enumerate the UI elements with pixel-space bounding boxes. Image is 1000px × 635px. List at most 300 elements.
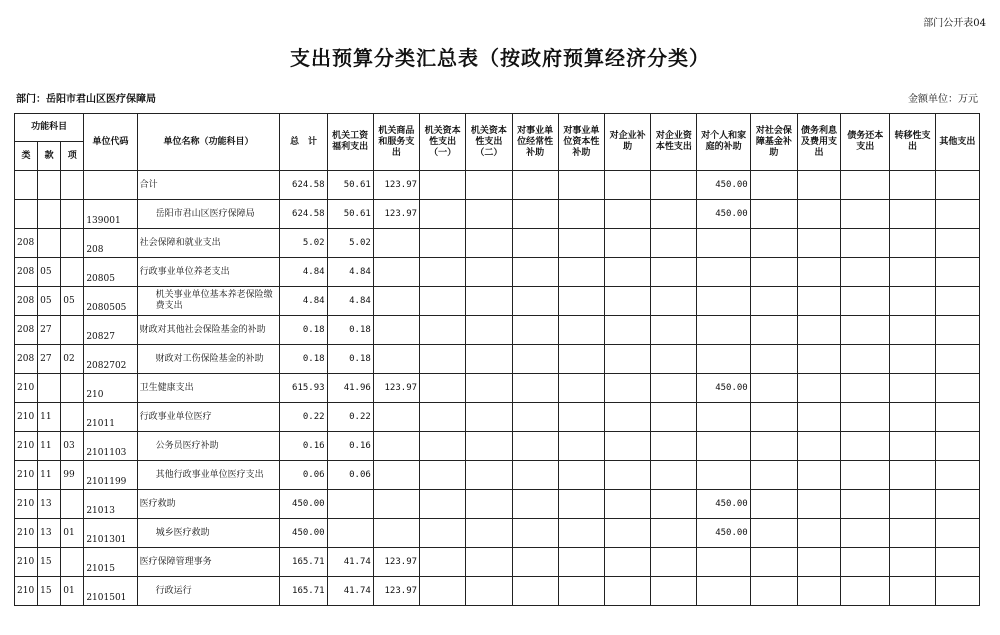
cell-c3 xyxy=(420,403,466,432)
header-c9: 对个人和家庭的补助 xyxy=(697,114,750,171)
cell-lei: 208 xyxy=(15,316,38,345)
cell-c12 xyxy=(841,345,890,374)
cell-c5 xyxy=(512,229,558,258)
cell-total: 0.18 xyxy=(280,345,327,374)
table-body xyxy=(15,171,980,606)
cell-c11 xyxy=(797,519,840,548)
cell-c13 xyxy=(890,461,935,490)
cell-xiang: 03 xyxy=(61,432,84,461)
cell-c7 xyxy=(604,258,650,287)
cell-c7 xyxy=(604,403,650,432)
cell-c1: 41.96 xyxy=(327,374,373,403)
cell-c1: 0.06 xyxy=(327,461,373,490)
cell-c1: 41.74 xyxy=(327,548,373,577)
cell-c5 xyxy=(512,258,558,287)
cell-c6 xyxy=(558,200,604,229)
cell-c9 xyxy=(697,548,750,577)
cell-c9 xyxy=(697,287,750,316)
cell-c5 xyxy=(512,374,558,403)
cell-code: 2082702 xyxy=(84,345,137,374)
cell-c7 xyxy=(604,171,650,200)
cell-xiang: 01 xyxy=(61,519,84,548)
cell-name: 合计 xyxy=(137,171,280,200)
cell-c4 xyxy=(466,229,512,258)
cell-c6 xyxy=(558,432,604,461)
cell-c2 xyxy=(373,316,419,345)
cell-lei: 210 xyxy=(15,374,38,403)
cell-c8 xyxy=(651,432,697,461)
header-c11: 债务利息及费用支出 xyxy=(797,114,840,171)
cell-c9: 450.00 xyxy=(697,200,750,229)
cell-xiang: 01 xyxy=(61,577,84,606)
cell-c1: 50.61 xyxy=(327,171,373,200)
cell-c9 xyxy=(697,577,750,606)
cell-c13 xyxy=(890,374,935,403)
cell-lei: 210 xyxy=(15,432,38,461)
cell-c8 xyxy=(651,461,697,490)
cell-c10 xyxy=(750,316,797,345)
cell-c8 xyxy=(651,403,697,432)
cell-xiang xyxy=(61,229,84,258)
cell-c8 xyxy=(651,316,697,345)
cell-total: 0.22 xyxy=(280,403,327,432)
cell-xiang: 02 xyxy=(61,345,84,374)
cell-c1: 0.18 xyxy=(327,345,373,374)
cell-c4 xyxy=(466,287,512,316)
cell-lei: 210 xyxy=(15,548,38,577)
cell-c6 xyxy=(558,287,604,316)
cell-c2: 123.97 xyxy=(373,374,419,403)
cell-c3 xyxy=(420,432,466,461)
cell-c12 xyxy=(841,287,890,316)
budget-table xyxy=(14,113,980,606)
cell-name: 财政对其他社会保险基金的补助 xyxy=(137,316,280,345)
cell-c13 xyxy=(890,287,935,316)
cell-c14 xyxy=(935,171,979,200)
cell-c6 xyxy=(558,345,604,374)
cell-c5 xyxy=(512,461,558,490)
cell-name: 行政运行 xyxy=(137,577,280,606)
cell-c11 xyxy=(797,577,840,606)
cell-c12 xyxy=(841,258,890,287)
cell-c13 xyxy=(890,171,935,200)
cell-c14 xyxy=(935,490,979,519)
cell-total: 450.00 xyxy=(280,519,327,548)
cell-c2: 123.97 xyxy=(373,548,419,577)
cell-c13 xyxy=(890,258,935,287)
header-c3: 机关资本性支出（一） xyxy=(420,114,466,171)
cell-xiang xyxy=(61,258,84,287)
cell-c4 xyxy=(466,490,512,519)
header-c4: 机关资本性支出（二） xyxy=(466,114,512,171)
cell-xiang xyxy=(61,548,84,577)
cell-c14 xyxy=(935,432,979,461)
cell-kuan: 15 xyxy=(38,577,61,606)
cell-c9: 450.00 xyxy=(697,374,750,403)
table-row xyxy=(15,374,980,403)
cell-c14 xyxy=(935,200,979,229)
cell-c4 xyxy=(466,345,512,374)
cell-c1: 4.84 xyxy=(327,287,373,316)
cell-c3 xyxy=(420,200,466,229)
cell-c7 xyxy=(604,200,650,229)
cell-code: 2080505 xyxy=(84,287,137,316)
cell-c13 xyxy=(890,432,935,461)
cell-c5 xyxy=(512,490,558,519)
cell-c7 xyxy=(604,432,650,461)
cell-c4 xyxy=(466,200,512,229)
cell-code: 21015 xyxy=(84,548,137,577)
cell-c1: 4.84 xyxy=(327,258,373,287)
cell-lei: 210 xyxy=(15,577,38,606)
cell-c1: 0.18 xyxy=(327,316,373,345)
cell-c2 xyxy=(373,229,419,258)
cell-c1: 0.22 xyxy=(327,403,373,432)
cell-c4 xyxy=(466,171,512,200)
cell-c3 xyxy=(420,374,466,403)
cell-name: 岳阳市君山区医疗保障局 xyxy=(137,200,280,229)
cell-code: 210 xyxy=(84,374,137,403)
cell-c14 xyxy=(935,287,979,316)
cell-c8 xyxy=(651,200,697,229)
cell-total: 5.02 xyxy=(280,229,327,258)
cell-kuan: 15 xyxy=(38,548,61,577)
cell-kuan xyxy=(38,374,61,403)
cell-c13 xyxy=(890,345,935,374)
cell-c2: 123.97 xyxy=(373,200,419,229)
cell-c13 xyxy=(890,229,935,258)
table-row xyxy=(15,287,980,316)
cell-c13 xyxy=(890,548,935,577)
table-row xyxy=(15,577,980,606)
cell-lei xyxy=(15,200,38,229)
cell-c9 xyxy=(697,403,750,432)
cell-name: 其他行政事业单位医疗支出 xyxy=(137,461,280,490)
cell-name: 医疗救助 xyxy=(137,490,280,519)
cell-c10 xyxy=(750,461,797,490)
cell-c3 xyxy=(420,548,466,577)
table-row xyxy=(15,200,980,229)
header-c14: 其他支出 xyxy=(935,114,979,171)
cell-c5 xyxy=(512,548,558,577)
cell-c5 xyxy=(512,403,558,432)
cell-c10 xyxy=(750,403,797,432)
cell-c7 xyxy=(604,287,650,316)
cell-c5 xyxy=(512,519,558,548)
cell-lei: 210 xyxy=(15,461,38,490)
cell-c8 xyxy=(651,374,697,403)
cell-c3 xyxy=(420,519,466,548)
cell-c10 xyxy=(750,577,797,606)
cell-code xyxy=(84,171,137,200)
cell-c14 xyxy=(935,374,979,403)
cell-c11 xyxy=(797,548,840,577)
cell-c9 xyxy=(697,258,750,287)
cell-c8 xyxy=(651,490,697,519)
cell-c12 xyxy=(841,490,890,519)
cell-c8 xyxy=(651,345,697,374)
cell-c6 xyxy=(558,519,604,548)
cell-c14 xyxy=(935,548,979,577)
cell-c3 xyxy=(420,490,466,519)
cell-c1 xyxy=(327,490,373,519)
cell-c4 xyxy=(466,258,512,287)
cell-c12 xyxy=(841,548,890,577)
cell-kuan: 13 xyxy=(38,490,61,519)
header-code: 单位代码 xyxy=(84,114,137,171)
cell-total: 0.16 xyxy=(280,432,327,461)
cell-kuan: 05 xyxy=(38,258,61,287)
cell-xiang xyxy=(61,374,84,403)
header-total: 总 计 xyxy=(280,114,327,171)
header-c2: 机关商品和服务支出 xyxy=(373,114,419,171)
cell-c12 xyxy=(841,577,890,606)
cell-xiang: 99 xyxy=(61,461,84,490)
cell-c14 xyxy=(935,316,979,345)
cell-total: 615.93 xyxy=(280,374,327,403)
cell-c8 xyxy=(651,229,697,258)
cell-kuan xyxy=(38,171,61,200)
cell-c1: 50.61 xyxy=(327,200,373,229)
cell-c9: 450.00 xyxy=(697,490,750,519)
cell-c1: 0.16 xyxy=(327,432,373,461)
cell-c10 xyxy=(750,432,797,461)
table-row xyxy=(15,345,980,374)
cell-c9: 450.00 xyxy=(697,171,750,200)
cell-c12 xyxy=(841,374,890,403)
cell-c7 xyxy=(604,519,650,548)
cell-code: 139001 xyxy=(84,200,137,229)
cell-total: 624.58 xyxy=(280,200,327,229)
cell-c13 xyxy=(890,490,935,519)
cell-c7 xyxy=(604,490,650,519)
cell-c11 xyxy=(797,258,840,287)
cell-code: 21011 xyxy=(84,403,137,432)
cell-c2 xyxy=(373,345,419,374)
cell-kuan: 13 xyxy=(38,519,61,548)
cell-c6 xyxy=(558,490,604,519)
header-name: 单位名称（功能科目） xyxy=(137,114,280,171)
cell-c14 xyxy=(935,229,979,258)
cell-c6 xyxy=(558,258,604,287)
cell-c14 xyxy=(935,519,979,548)
cell-code: 208 xyxy=(84,229,137,258)
cell-c6 xyxy=(558,171,604,200)
cell-c11 xyxy=(797,345,840,374)
header-c1: 机关工资福利支出 xyxy=(327,114,373,171)
header-kuan: 款 xyxy=(38,142,61,171)
cell-name: 公务员医疗补助 xyxy=(137,432,280,461)
cell-total: 165.71 xyxy=(280,577,327,606)
cell-c2 xyxy=(373,461,419,490)
cell-code: 2101301 xyxy=(84,519,137,548)
cell-lei: 210 xyxy=(15,490,38,519)
cell-lei: 210 xyxy=(15,403,38,432)
cell-c12 xyxy=(841,171,890,200)
cell-lei: 208 xyxy=(15,287,38,316)
cell-c3 xyxy=(420,316,466,345)
cell-c11 xyxy=(797,490,840,519)
cell-c5 xyxy=(512,577,558,606)
cell-c12 xyxy=(841,432,890,461)
header-func-group: 功能科目 xyxy=(15,114,84,142)
cell-xiang xyxy=(61,403,84,432)
cell-c8 xyxy=(651,577,697,606)
cell-c12 xyxy=(841,316,890,345)
cell-c2 xyxy=(373,519,419,548)
cell-c2: 123.97 xyxy=(373,171,419,200)
cell-c8 xyxy=(651,287,697,316)
table-row xyxy=(15,171,980,200)
cell-c3 xyxy=(420,345,466,374)
cell-c9 xyxy=(697,432,750,461)
cell-name: 行政事业单位养老支出 xyxy=(137,258,280,287)
cell-c5 xyxy=(512,432,558,461)
cell-c8 xyxy=(651,171,697,200)
cell-kuan: 27 xyxy=(38,316,61,345)
cell-xiang xyxy=(61,490,84,519)
cell-name: 行政事业单位医疗 xyxy=(137,403,280,432)
cell-c11 xyxy=(797,287,840,316)
cell-c7 xyxy=(604,577,650,606)
cell-c4 xyxy=(466,432,512,461)
header-lei: 类 xyxy=(15,142,38,171)
amount-unit-label: 金额单位：万元 xyxy=(908,94,978,105)
table-row xyxy=(15,229,980,258)
cell-xiang: 05 xyxy=(61,287,84,316)
cell-total: 0.06 xyxy=(280,461,327,490)
cell-c14 xyxy=(935,258,979,287)
cell-c12 xyxy=(841,461,890,490)
cell-kuan: 27 xyxy=(38,345,61,374)
cell-c3 xyxy=(420,577,466,606)
cell-c13 xyxy=(890,577,935,606)
cell-name: 医疗保障管理事务 xyxy=(137,548,280,577)
cell-c4 xyxy=(466,519,512,548)
header-c8: 对企业资本性支出 xyxy=(651,114,697,171)
cell-c11 xyxy=(797,374,840,403)
cell-c7 xyxy=(604,461,650,490)
cell-lei: 208 xyxy=(15,258,38,287)
cell-total: 4.84 xyxy=(280,287,327,316)
cell-c6 xyxy=(558,577,604,606)
cell-c4 xyxy=(466,374,512,403)
cell-code: 2101199 xyxy=(84,461,137,490)
header-xiang: 项 xyxy=(61,142,84,171)
cell-name: 财政对工伤保险基金的补助 xyxy=(137,345,280,374)
cell-code: 20827 xyxy=(84,316,137,345)
cell-c11 xyxy=(797,200,840,229)
form-number: 部门公开表04 xyxy=(923,18,986,29)
cell-c2 xyxy=(373,258,419,287)
cell-c10 xyxy=(750,171,797,200)
cell-c14 xyxy=(935,345,979,374)
cell-code: 2101103 xyxy=(84,432,137,461)
cell-c6 xyxy=(558,316,604,345)
cell-c12 xyxy=(841,229,890,258)
table-row xyxy=(15,432,980,461)
cell-name: 城乡医疗救助 xyxy=(137,519,280,548)
cell-c9 xyxy=(697,345,750,374)
header-c6: 对事业单位资本性补助 xyxy=(558,114,604,171)
cell-c13 xyxy=(890,316,935,345)
cell-c6 xyxy=(558,374,604,403)
cell-c10 xyxy=(750,229,797,258)
cell-total: 450.00 xyxy=(280,490,327,519)
cell-kuan: 11 xyxy=(38,461,61,490)
cell-c11 xyxy=(797,403,840,432)
cell-c10 xyxy=(750,519,797,548)
cell-kuan: 11 xyxy=(38,403,61,432)
cell-c11 xyxy=(797,432,840,461)
cell-c11 xyxy=(797,229,840,258)
header-c7: 对企业补助 xyxy=(604,114,650,171)
cell-c12 xyxy=(841,519,890,548)
cell-lei: 210 xyxy=(15,519,38,548)
cell-c2 xyxy=(373,287,419,316)
cell-c10 xyxy=(750,374,797,403)
cell-lei xyxy=(15,171,38,200)
cell-lei: 208 xyxy=(15,229,38,258)
cell-c13 xyxy=(890,200,935,229)
cell-c13 xyxy=(890,403,935,432)
cell-c11 xyxy=(797,316,840,345)
cell-xiang xyxy=(61,316,84,345)
cell-kuan xyxy=(38,200,61,229)
table-row xyxy=(15,461,980,490)
cell-c7 xyxy=(604,548,650,577)
cell-c11 xyxy=(797,171,840,200)
header-c10: 对社会保障基金补助 xyxy=(750,114,797,171)
cell-total: 4.84 xyxy=(280,258,327,287)
cell-c14 xyxy=(935,403,979,432)
cell-c6 xyxy=(558,403,604,432)
cell-c4 xyxy=(466,548,512,577)
cell-name: 卫生健康支出 xyxy=(137,374,280,403)
cell-c3 xyxy=(420,461,466,490)
cell-c10 xyxy=(750,490,797,519)
cell-c1 xyxy=(327,519,373,548)
cell-c2 xyxy=(373,403,419,432)
cell-c10 xyxy=(750,258,797,287)
cell-c8 xyxy=(651,258,697,287)
cell-kuan: 11 xyxy=(38,432,61,461)
table-header xyxy=(15,114,980,171)
cell-c9 xyxy=(697,229,750,258)
cell-c6 xyxy=(558,461,604,490)
page-title: 支出预算分类汇总表（按政府预算经济分类） xyxy=(290,46,710,70)
cell-c5 xyxy=(512,200,558,229)
cell-c4 xyxy=(466,577,512,606)
cell-c2 xyxy=(373,432,419,461)
cell-c10 xyxy=(750,345,797,374)
table-row xyxy=(15,316,980,345)
cell-c8 xyxy=(651,548,697,577)
cell-c6 xyxy=(558,229,604,258)
table-row xyxy=(15,548,980,577)
cell-c5 xyxy=(512,316,558,345)
header-c5: 对事业单位经常性补助 xyxy=(512,114,558,171)
cell-c13 xyxy=(890,519,935,548)
cell-c3 xyxy=(420,171,466,200)
cell-c7 xyxy=(604,374,650,403)
cell-code: 2101501 xyxy=(84,577,137,606)
cell-name: 机关事业单位基本养老保险缴费支出 xyxy=(137,287,280,316)
cell-c9 xyxy=(697,461,750,490)
cell-c5 xyxy=(512,345,558,374)
cell-c8 xyxy=(651,519,697,548)
cell-c5 xyxy=(512,171,558,200)
